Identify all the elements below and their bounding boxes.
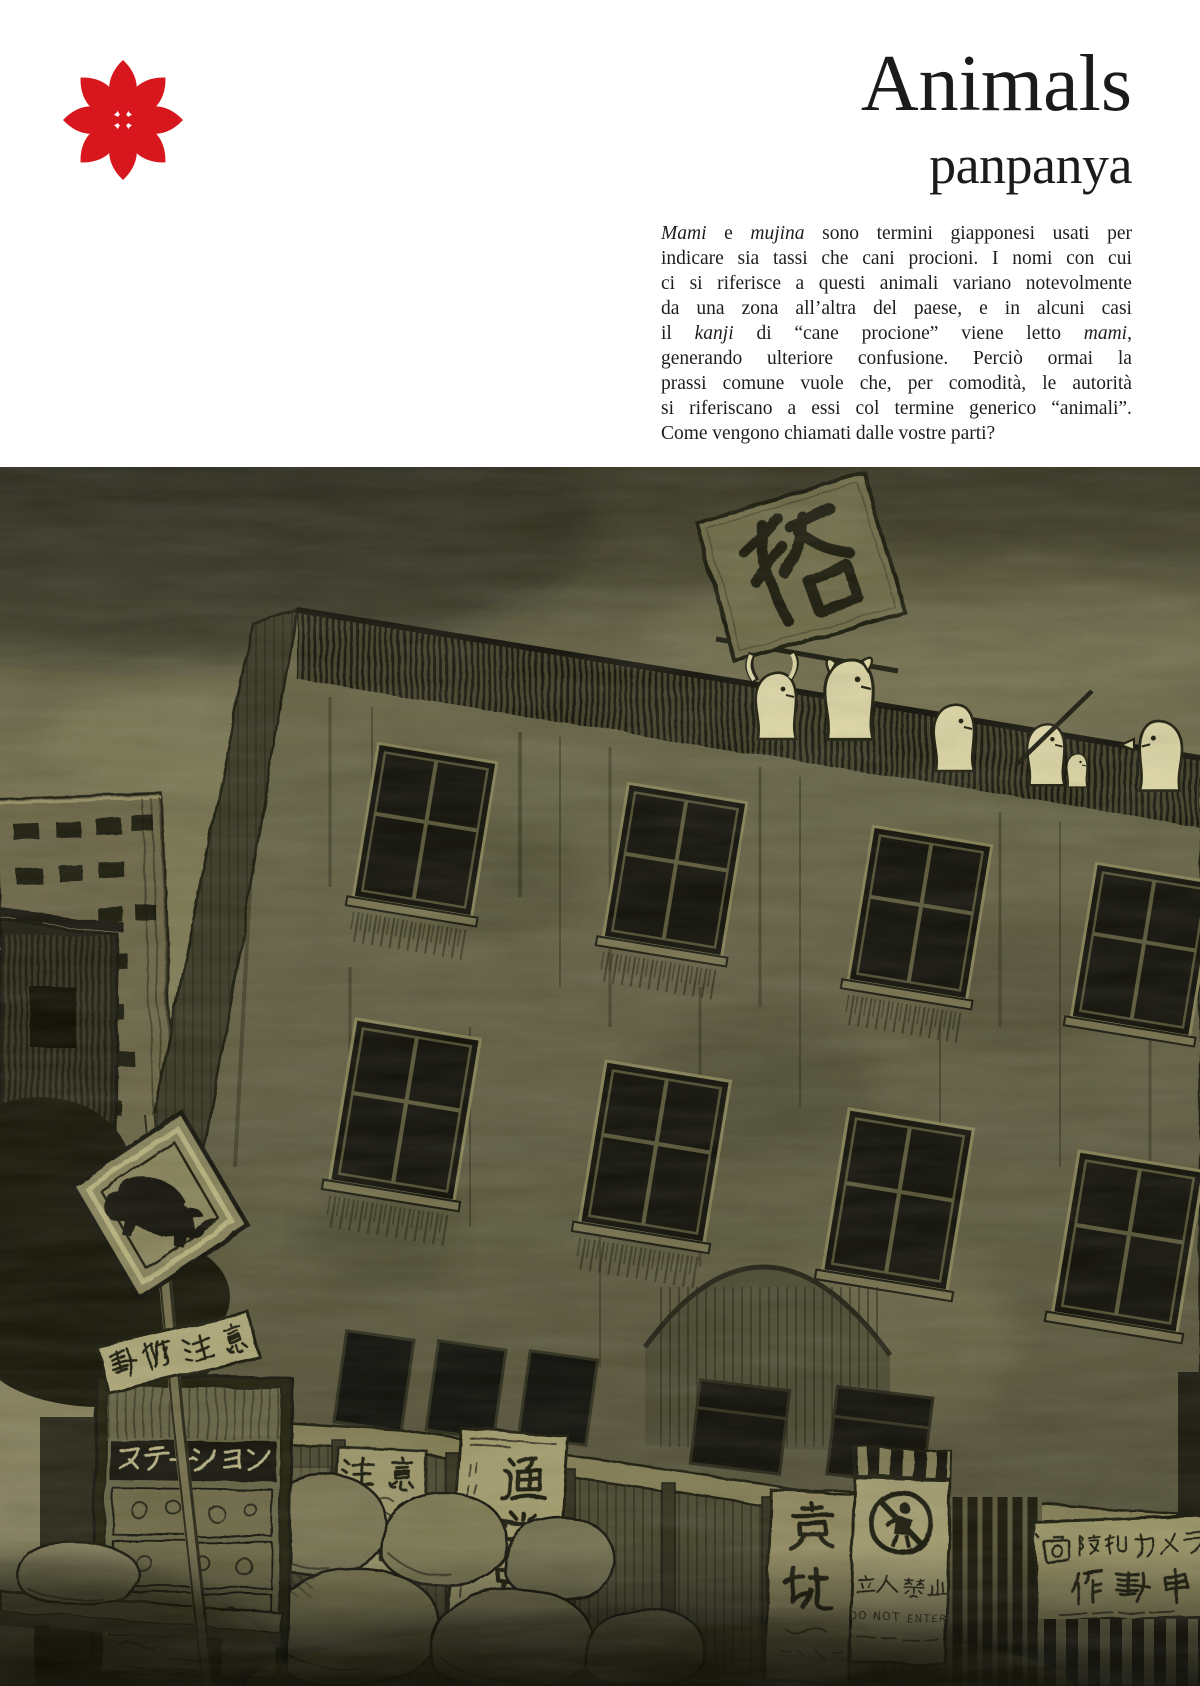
intro-line: da una zona all’altra del paese, e in alcuni casi <box>661 298 1132 319</box>
intro-line: indicare sia tassi che cani procioni. I nomi con cui <box>661 248 1132 269</box>
intro-line: ci si riferisce a questi animali variano notevolmente <box>661 273 1132 294</box>
intro-paragraph <box>661 221 1132 446</box>
publisher-logo-icon <box>62 54 184 186</box>
intro-line: Come vengono chiamati dalle vostre parti? <box>661 423 996 444</box>
illustration <box>0 467 1200 1686</box>
intro-line: generando ulteriore confusione. Perciò ormai la <box>661 348 1132 369</box>
intro-line: Mami e mujina sono termini giapponesi usati per <box>661 223 1132 244</box>
intro-line: si riferiscano a essi col termine generico “animali”. <box>661 398 1132 419</box>
page-title: Animals <box>860 40 1132 128</box>
intro-line: il kanji di “cane procione” viene letto mami, <box>661 323 1132 344</box>
author-name: panpanya <box>929 135 1132 195</box>
intro-line: prassi comune vuole che, per comodità, le autorità <box>661 373 1132 394</box>
